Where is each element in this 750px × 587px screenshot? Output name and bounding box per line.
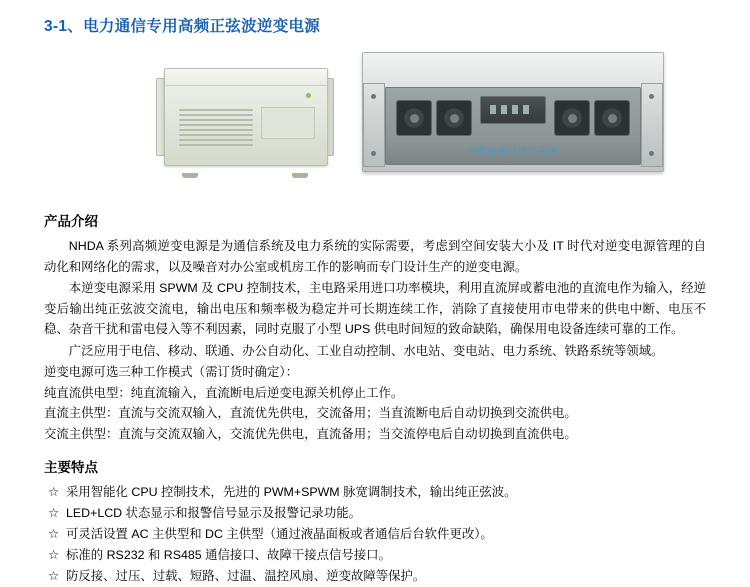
work-mode-item-dc-primary: 直流主供型：直流与交流双输入，直流优先供电，交流备用；当直流断电后自动切换到交流供电。 bbox=[44, 406, 577, 420]
fan-icon bbox=[396, 100, 432, 136]
feature-item bbox=[44, 524, 706, 545]
work-mode-item-dc-only: 纯直流供电型：纯直流输入，直流断电后逆变电源关机停止工作。 bbox=[44, 385, 404, 400]
fan-icon bbox=[594, 100, 630, 136]
intro-paragraph-2: 本逆变电源采用 SPWM 及 CPU 控制技术，主电路采用进口功率模块，利用直流屏或蓄电池的直流电作为输入，经逆变后输出纯正弦波交流电，输出电压和频率极为稳定并可长期连续工作，消除了直接使用市电带来的供电中断、电压不稳、杂音干扰和雷电侵入等不利因素，同时克服了小型 UPS 供电时间短的致命缺陷，确保用电设备连续可靠的工作。 bbox=[44, 281, 706, 336]
star-bullet-icon: ☆ bbox=[48, 548, 60, 562]
rack-unit-chassis bbox=[362, 52, 664, 172]
rack-unit-front-panel bbox=[385, 87, 641, 165]
star-bullet-icon: ☆ bbox=[48, 569, 60, 583]
feature-item-label: 可灵活设置 AC 主供型和 DC 主供型（通过液晶面板或者通信后台软件更改）。 bbox=[66, 527, 493, 541]
rack-mount-ear-left bbox=[363, 83, 385, 167]
feature-item-label: 采用智能化 CPU 控制技术，先进的 PWM+SPWM 脉宽调制技术，输出纯正弦波。 bbox=[66, 485, 517, 499]
fan-icon bbox=[554, 100, 590, 136]
rack-unit-top-cover bbox=[363, 53, 663, 88]
feature-item-label: 标准的 RS232 和 RS485 通信接口、故障干接点信号接口。 bbox=[66, 548, 391, 562]
intro-paragraph-1: NHDA 系列高频逆变电源是为通信系统及电力系统的实际需要，考虑到空间安装大小及 IT 时代对逆变电源管理的自动化和网络化的需求，以及噪音对办公室或机房工作的影响而专门设计生产的逆变电源。 bbox=[44, 239, 706, 274]
feature-item bbox=[44, 482, 706, 503]
intro-paragraph-3: 广泛应用于电信、移动、联通、办公自动化、工业自动控制、水电站、变电站、电力系统、铁路系统等领域。 bbox=[68, 343, 664, 358]
product-photo-row bbox=[44, 50, 706, 198]
star-bullet-icon: ☆ bbox=[48, 527, 60, 541]
intro-heading: 产品介绍 bbox=[44, 214, 98, 229]
star-bullet-icon: ☆ bbox=[48, 485, 60, 499]
feature-item-label: 防反接、过压、过载、短路、过温、温控风扇、逆变故障等保护。 bbox=[66, 569, 426, 583]
screw-hole-icon bbox=[371, 151, 376, 156]
screw-hole-icon bbox=[649, 151, 654, 156]
lcd-display-icon bbox=[480, 96, 546, 124]
fan-icon bbox=[436, 100, 472, 136]
work-mode-intro: 逆变电源可选三种工作模式（需订货时确定）： bbox=[44, 365, 299, 379]
wall-mount-inverter-photo bbox=[156, 68, 334, 180]
work-mode-item-ac-primary: 交流主供型：直流与交流双输入，交流优先供电，直流备用；当交流停电后自动切换到直流供电。 bbox=[44, 426, 577, 441]
screw-hole-icon bbox=[649, 94, 654, 99]
page-title: 3-1、电力通信专用高频正弦波逆变电源 bbox=[44, 18, 321, 35]
features-heading: 主要特点 bbox=[44, 460, 98, 475]
screw-hole-icon bbox=[371, 94, 376, 99]
vent-grille-icon bbox=[179, 109, 253, 149]
feature-item bbox=[44, 503, 706, 524]
front-panel-brand-text: 高频正弦波逆变电源 bbox=[467, 146, 559, 156]
feature-item-label: LED+LCD 状态显示和报警信号显示及报警记录功能。 bbox=[66, 506, 361, 520]
left-unit-chassis bbox=[164, 68, 328, 166]
left-unit-foot bbox=[292, 173, 308, 178]
star-bullet-icon: ☆ bbox=[48, 506, 60, 520]
left-unit-front-panel bbox=[261, 107, 315, 139]
feature-item bbox=[44, 566, 706, 587]
rack-mount-inverter-photo bbox=[362, 52, 662, 196]
left-unit-foot bbox=[182, 173, 198, 178]
left-unit-top-cover bbox=[165, 69, 327, 86]
rack-mount-ear-right bbox=[641, 83, 663, 167]
status-led-icon bbox=[306, 93, 311, 98]
